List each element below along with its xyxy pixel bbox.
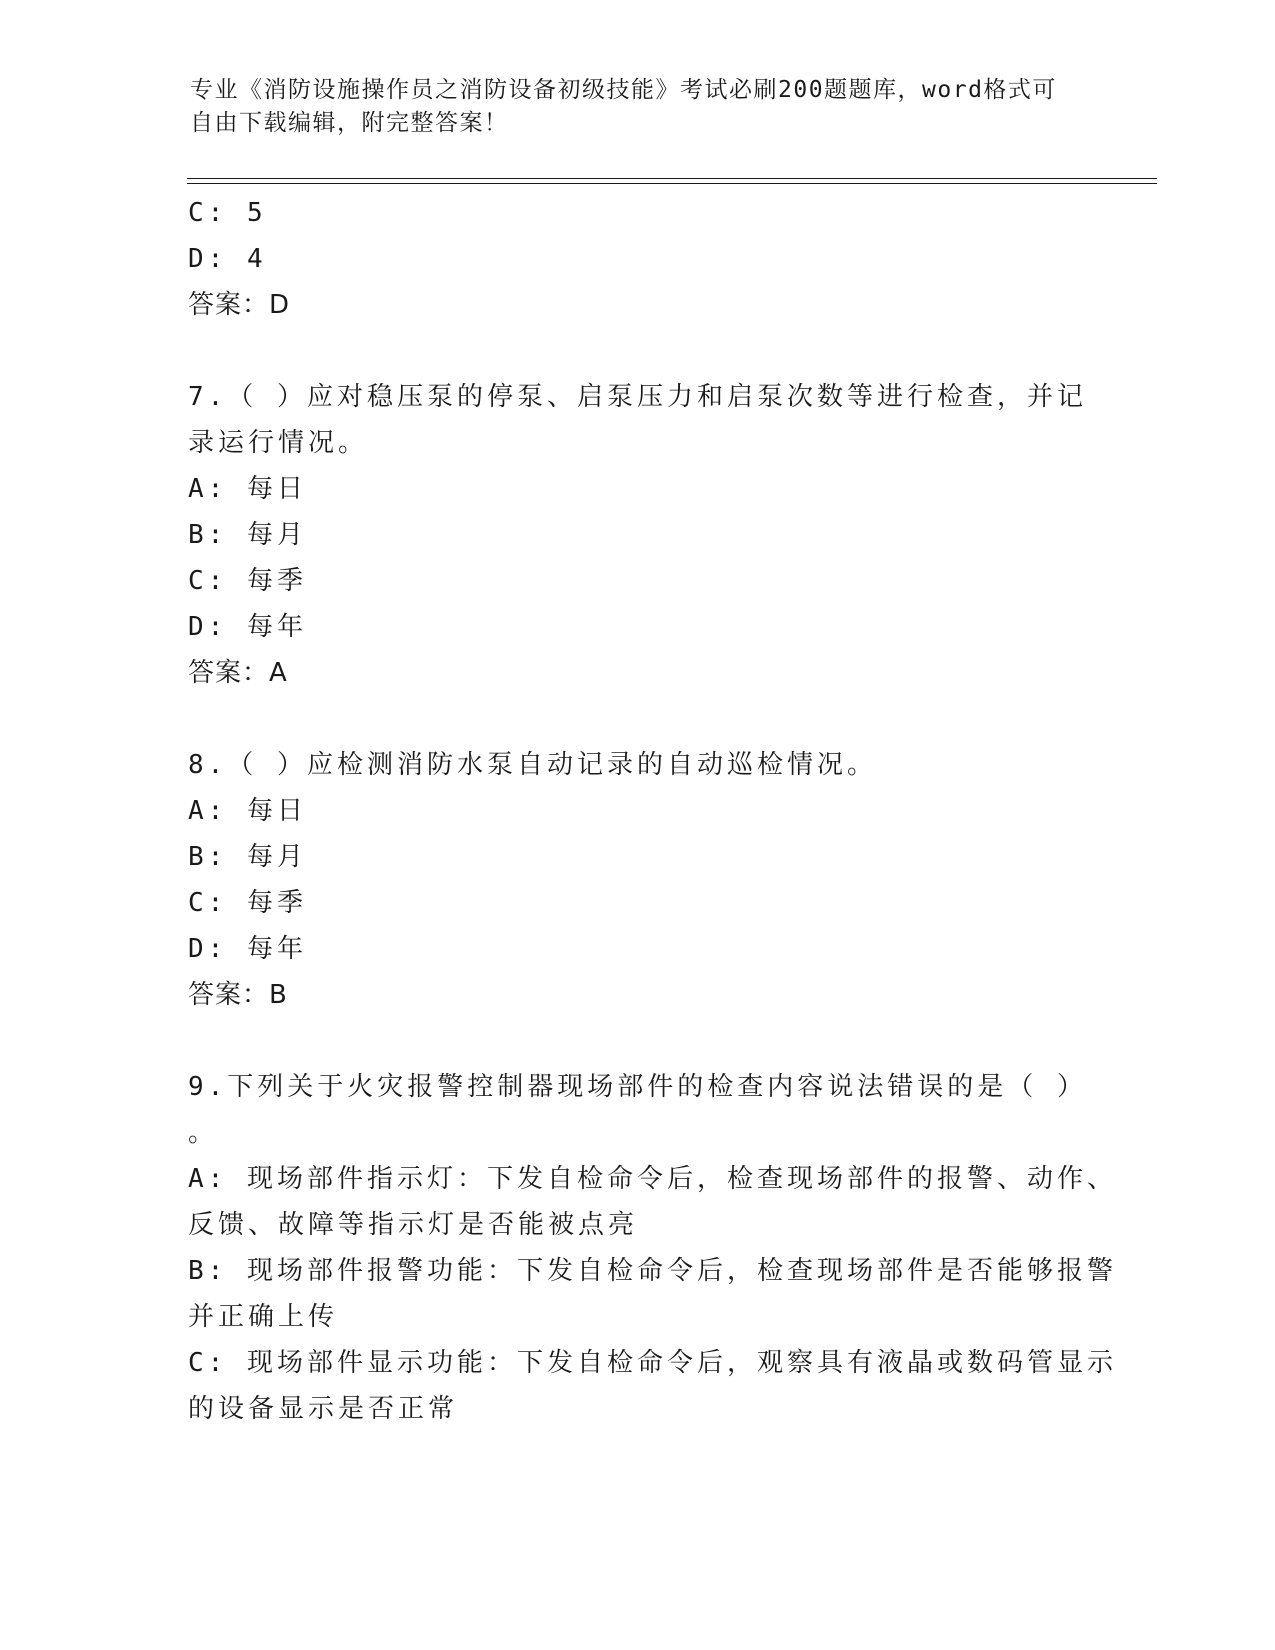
question-9 bbox=[188, 1064, 1117, 1432]
q9-option-c-line-1: C: 现场部件显示功能：下发自检命令后，观察具有液晶或数码管显示 bbox=[188, 1348, 1117, 1378]
header-line-2: 自由下载编辑，附完整答案！ bbox=[190, 110, 509, 136]
document-body bbox=[188, 190, 1117, 1432]
q9-option-c-line-2: 的设备显示是否正常 bbox=[188, 1394, 459, 1424]
q6-answer: 答案：D bbox=[188, 290, 291, 320]
spacer bbox=[188, 328, 1088, 374]
spacer bbox=[188, 696, 1088, 742]
q9-option-b-line-1: B: 现场部件报警功能：下发自检命令后，检查现场部件是否能够报警 bbox=[188, 1256, 1117, 1286]
q6-option-c: C: 5 bbox=[188, 198, 267, 228]
spacer bbox=[188, 1018, 1088, 1064]
q9-stem-line-1: 9.下列关于火灾报警控制器现场部件的检查内容说法错误的是（ ） bbox=[188, 1072, 1087, 1102]
q9-option-a-line-2: 反馈、故障等指示灯是否能被点亮 bbox=[188, 1210, 639, 1240]
q8-option-a: A: 每日 bbox=[188, 796, 307, 826]
header-divider-top bbox=[187, 178, 1157, 179]
q7-stem-line-2: 录运行情况。 bbox=[188, 428, 369, 458]
q8-option-d: D: 每年 bbox=[188, 934, 307, 964]
q7-option-b: B: 每月 bbox=[188, 520, 307, 550]
header-line-1: 专业《消防设施操作员之消防设备初级技能》考试必刷200题题库，word格式可 bbox=[190, 77, 1057, 103]
q9-stem-line-2: 。 bbox=[188, 1118, 219, 1148]
q8-option-b: B: 每月 bbox=[188, 842, 307, 872]
q8-answer: 答案：B bbox=[188, 980, 288, 1010]
question-7 bbox=[188, 374, 1088, 696]
q9-option-b-line-2: 并正确上传 bbox=[188, 1302, 339, 1332]
question-8 bbox=[188, 742, 1088, 1018]
question-6 bbox=[188, 190, 1088, 328]
q6-option-d: D: 4 bbox=[188, 244, 267, 274]
q8-stem-line-1: 8.（ ）应检测消防水泵自动记录的自动巡检情况。 bbox=[188, 750, 877, 780]
q7-answer: 答案：A bbox=[188, 658, 288, 688]
q7-option-c: C: 每季 bbox=[188, 566, 307, 596]
q7-option-d: D: 每年 bbox=[188, 612, 307, 642]
header-divider-bottom bbox=[187, 183, 1157, 184]
q7-option-a: A: 每日 bbox=[188, 474, 307, 504]
q9-option-a-line-1: A: 现场部件指示灯：下发自检命令后，检查现场部件的报警、动作、 bbox=[188, 1164, 1117, 1194]
q7-stem-line-1: 7.（ ）应对稳压泵的停泵、启泵压力和启泵次数等进行检查，并记 bbox=[188, 382, 1087, 412]
document-header bbox=[190, 74, 1070, 140]
q8-option-c: C: 每季 bbox=[188, 888, 307, 918]
